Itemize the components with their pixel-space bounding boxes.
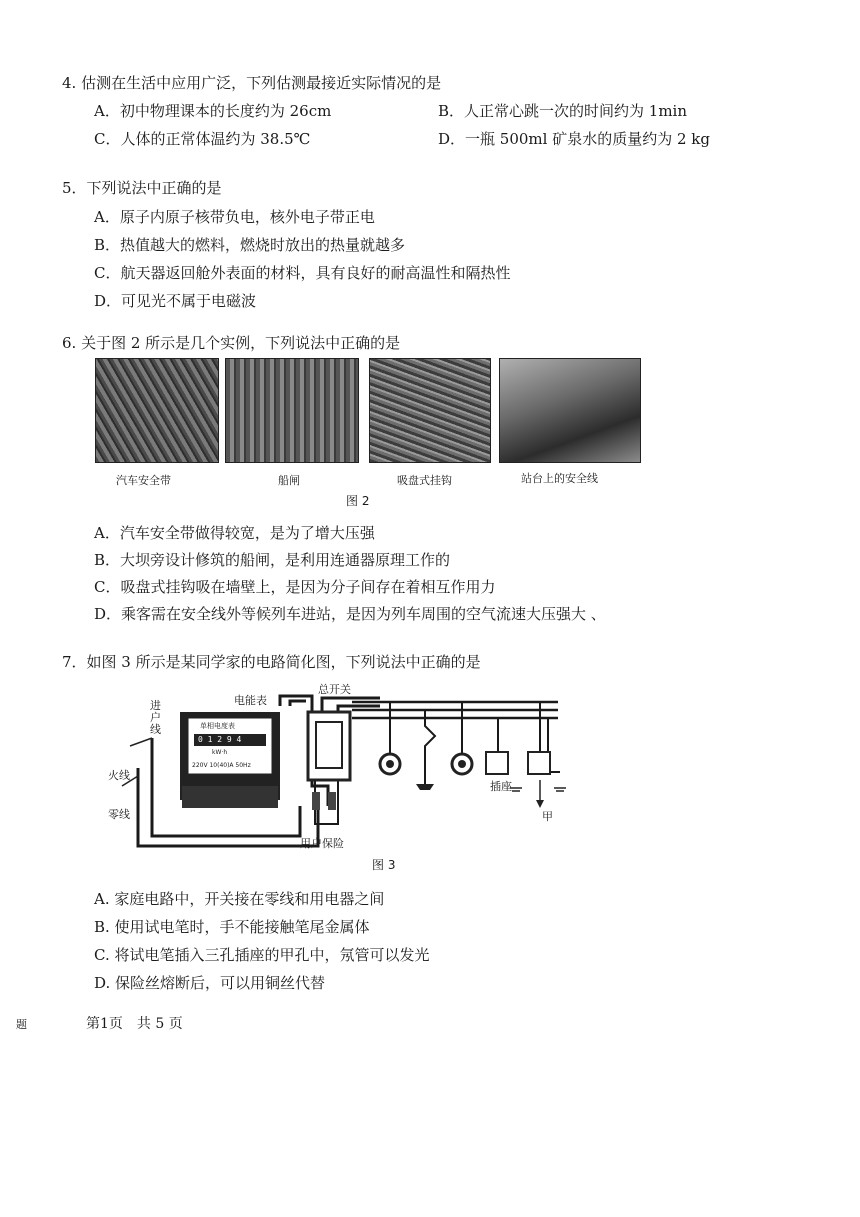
q5-option-c: C．航天器返回舱外表面的材料，具有良好的耐高温性和隔热性: [94, 264, 511, 282]
label-neutral: 零线: [108, 808, 130, 821]
photo-ship-lock: [225, 358, 359, 463]
figure-3-label: 图 3: [372, 858, 396, 872]
q4-stem: 4. 估测在生活中应用广泛，下列估测最接近实际情况的是: [62, 74, 442, 92]
label-main-switch: 总开关: [318, 683, 351, 696]
q5-option-d: D．可见光不属于电磁波: [94, 292, 257, 310]
label-live: 火线: [108, 769, 130, 782]
caption-seatbelt: 汽车安全带: [116, 474, 171, 487]
q6-option-b: B．大坝旁设计修筑的船闸，是利用连通器原理工作的: [94, 551, 451, 569]
meter-reading: 0 1 2 9 4: [198, 735, 242, 744]
page-number: 第1页 共 5 页: [86, 1016, 183, 1032]
circuit-diagram: [90, 676, 570, 856]
q7-option-a: A. 家庭电路中，开关接在零线和用电器之间: [94, 890, 385, 908]
photo-platform-safety-line: [499, 358, 641, 463]
label-inlet: 进户线: [150, 699, 161, 736]
figure-2-label: 图 2: [346, 494, 370, 508]
caption-ship-lock: 船闸: [278, 474, 300, 487]
q6-option-c: C．吸盘式挂钩吸在墙壁上，是因为分子间存在着相互作用力: [94, 578, 496, 596]
label-fuse: 用户保险: [300, 837, 344, 850]
q4-option-a: A．初中物理课本的长度约为 26cm: [94, 102, 332, 120]
meter-unit: kW·h: [212, 749, 228, 756]
q7-stem: 7．如图 3 所示是某同学家的电路简化图，下列说法中正确的是: [62, 653, 481, 671]
q5-stem: 5．下列说法中正确的是: [62, 179, 222, 197]
q4-option-c: C．人体的正常体温约为 38.5℃: [94, 130, 311, 148]
caption-safety-line: 站台上的安全线: [521, 472, 598, 485]
label-socket: 插座: [490, 780, 512, 793]
photo-suction-hook: [369, 358, 491, 463]
fuse-1: [312, 792, 320, 810]
label-meter: 电能表: [234, 694, 267, 707]
socket-2: [528, 752, 550, 774]
fuse-2: [328, 792, 336, 810]
q6-stem: 6. 关于图 2 所示是几个实例，下列说法中正确的是: [62, 334, 401, 352]
q7-option-d: D. 保险丝熔断后，可以用铜丝代替: [94, 974, 326, 992]
q7-option-b: B. 使用试电笔时，手不能接触笔尾金属体: [94, 918, 370, 936]
q5-option-b: B．热值越大的燃料，燃烧时放出的热量就越多: [94, 236, 406, 254]
label-jia: 甲: [542, 810, 553, 823]
q6-option-a: A．汽车安全带做得较宽，是为了增大压强: [94, 524, 375, 542]
meter-title: 单相电度表: [200, 722, 235, 730]
meter-spec: 220V 10(40)A 50Hz: [192, 762, 251, 769]
q4-option-b: B．人正常心跳一次的时间约为 1min: [438, 102, 688, 120]
photo-seatbelt: [95, 358, 219, 463]
q6-option-d: D．乘客需在安全线外等候列车进站，是因为列车周围的空气流速大压强大 、: [94, 605, 606, 623]
hanging-lamp: [416, 784, 434, 790]
socket-1: [486, 752, 508, 774]
q5-option-a: A．原子内原子核带负电，核外电子带正电: [94, 208, 375, 226]
q7-option-c: C. 将试电笔插入三孔插座的甲孔中，氖管可以发光: [94, 946, 430, 964]
q4-option-d: D．一瓶 500ml 矿泉水的质量约为 2 kg: [438, 130, 710, 148]
margin-mark: 题: [16, 1018, 27, 1031]
caption-suction-hook: 吸盘式挂钩: [397, 474, 452, 487]
